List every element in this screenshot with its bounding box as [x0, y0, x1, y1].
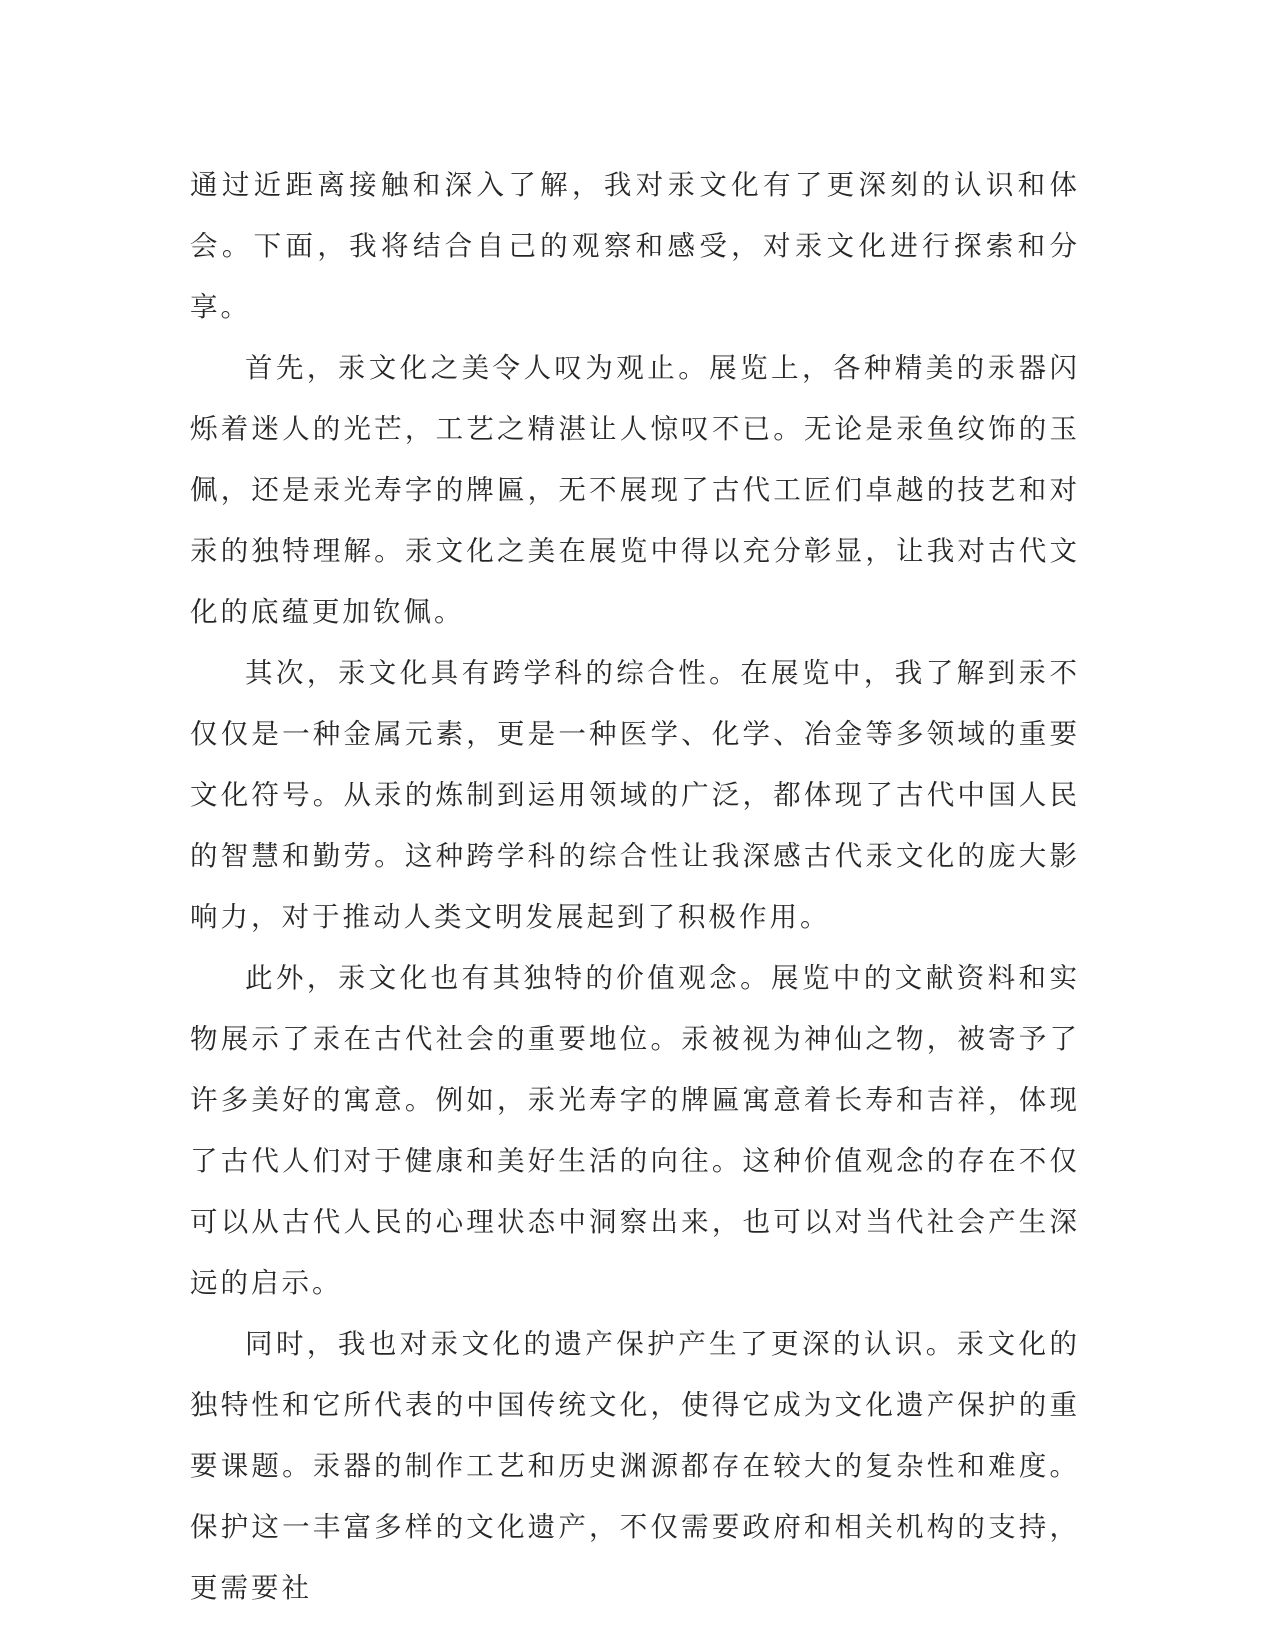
- body-text: [190, 155, 1080, 1619]
- paragraph-heritage: 同时，我也对汞文化的遗产保护产生了更深的认识。汞文化的独特性和它所代表的中国传统文化，使得它成为文化遗产保护的重要课题。汞器的制作工艺和历史渊源都存在较大的复杂性和难度。保护这一丰富多样的文化遗产，不仅需要政府和相关机构的支持，更需要社: [190, 1328, 1080, 1604]
- paragraph-interdisciplinary: 其次，汞文化具有跨学科的综合性。在展览中，我了解到汞不仅仅是一种金属元素，更是一种医学、化学、冶金等多领域的重要文化符号。从汞的炼制到运用领域的广泛，都体现了古代中国人民的智慧和勤劳。这种跨学科的综合性让我深感古代汞文化的庞大影响力，对于推动人类文明发展起到了积极作用。: [190, 657, 1080, 933]
- paragraph-intro: 通过近距离接触和深入了解，我对汞文化有了更深刻的认识和体会。下面，我将结合自己的观察和感受，对汞文化进行探索和分享。: [190, 169, 1080, 323]
- paragraph-values: 此外，汞文化也有其独特的价值观念。展览中的文献资料和实物展示了汞在古代社会的重要地位。汞被视为神仙之物，被寄予了许多美好的寓意。例如，汞光寿字的牌匾寓意着长寿和吉祥，体现了古代人们对于健康和美好生活的向往。这种价值观念的存在不仅可以从古代人民的心理状态中洞察出来，也可以对当代社会产生深远的启示。: [190, 962, 1080, 1299]
- paragraph-beauty: 首先，汞文化之美令人叹为观止。展览上，各种精美的汞器闪烁着迷人的光芒，工艺之精湛让人惊叹不已。无论是汞鱼纹饰的玉佩，还是汞光寿字的牌匾，无不展现了古代工匠们卓越的技艺和对汞的独特理解。汞文化之美在展览中得以充分彰显，让我对古代文化的底蕴更加钦佩。: [190, 352, 1080, 628]
